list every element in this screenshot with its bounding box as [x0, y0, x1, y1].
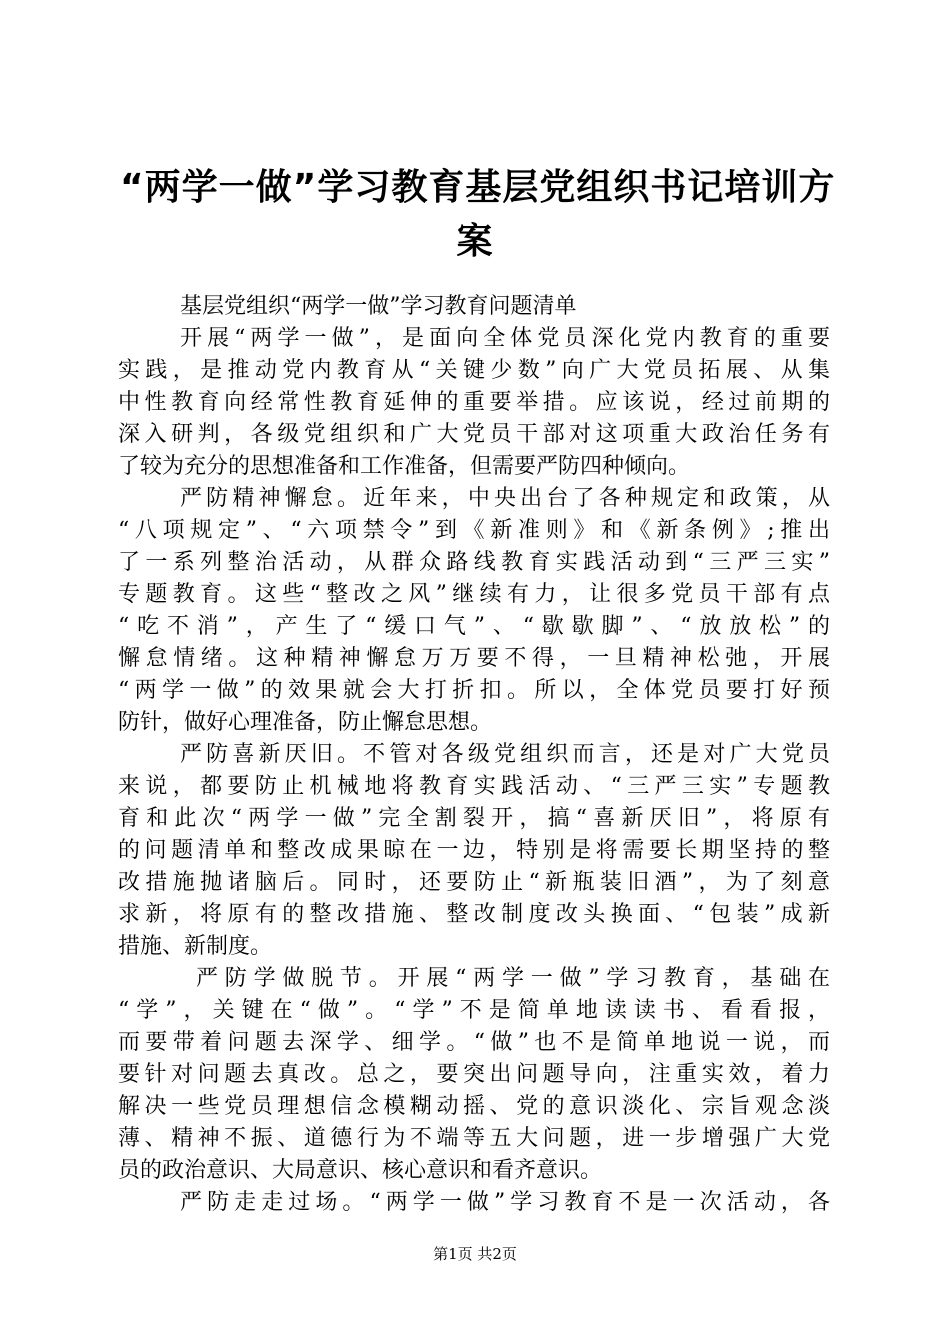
body-line: 开展“两学一做”，是面向全体党员深化党内教育的重要 — [180, 326, 830, 351]
body-line: 严防喜新厌旧。不管对各级党组织而言，还是对广大党员 — [180, 742, 830, 767]
body-line: “学”，关键在“做”。“学”不是简单地读读书、看看报， — [118, 998, 830, 1023]
body-line: “八项规定”、“六项禁令”到《新准则》和《新条例》;推出 — [118, 518, 830, 543]
body-line: 了较为充分的思想准备和工作准备，但需要严防四种倾向。 — [118, 454, 691, 479]
body-line: 懈怠情绪。这种精神懈怠万万要不得，一旦精神松弛，开展 — [118, 646, 830, 671]
body-line: 员的政治意识、大局意识、核心意识和看齐意识。 — [118, 1158, 603, 1183]
document-title-line-1: “两学一做”学习教育基层党组织书记培训方 — [120, 167, 836, 208]
body-line: “两学一做”的效果就会大打折扣。所以，全体党员要打好预 — [118, 678, 830, 703]
body-line: 实践，是推动党内教育从“关键少数”向广大党员拓展、从集 — [118, 358, 830, 383]
body-line: 严防精神懈怠。近年来，中央出台了各种规定和政策，从 — [180, 486, 830, 511]
body-line: 育和此次“两学一做”完全割裂开，搞“喜新厌旧”，将原有 — [118, 806, 830, 831]
body-line: 严防走走过场。“两学一做”学习教育不是一次活动，各 — [180, 1190, 830, 1215]
body-line: 专题教育。这些“整改之风”继续有力，让很多党员干部有点 — [118, 582, 830, 607]
body-line: 来说，都要防止机械地将教育实践活动、“三严三实”专题教 — [118, 774, 830, 799]
body-line: 中性教育向经常性教育延伸的重要举措。应该说，经过前期的 — [118, 390, 830, 415]
body-line: 的问题清单和整改成果晾在一边，特别是将需要长期坚持的整 — [118, 838, 830, 863]
body-line: 而要带着问题去深学、细学。“做”也不是简单地说一说，而 — [118, 1030, 830, 1055]
body-line: 深入研判，各级党组织和广大党员干部对这项重大政治任务有 — [118, 422, 830, 447]
document-title-line-2: 案 — [456, 221, 494, 262]
body-line: “吃不消”，产生了“缓口气”、“歇歇脚”、“放放松”的 — [118, 614, 830, 639]
body-line: 解决一些党员理想信念模糊动摇、党的意识淡化、宗旨观念淡 — [118, 1094, 830, 1119]
body-line: 薄、精神不振、道德行为不端等五大问题，进一步增强广大党 — [118, 1126, 830, 1151]
document-body — [118, 291, 830, 1219]
body-line: 改措施抛诸脑后。同时，还要防止“新瓶装旧酒”，为了刻意 — [118, 870, 830, 895]
body-line: 防针，做好心理准备，防止懈怠思想。 — [118, 710, 493, 735]
body-line: 了一系列整治活动，从群众路线教育实践活动到“三严三实” — [118, 550, 830, 575]
page-footer: 第1页 共2页 — [433, 1245, 517, 1263]
body-line: 要针对问题去真改。总之，要突出问题导向，注重实效，着力 — [118, 1062, 830, 1087]
body-line: 严防学做脱节。开展“两学一做”学习教育，基础在 — [196, 966, 830, 991]
body-line: 求新，将原有的整改措施、整改制度改头换面、“包装”成新 — [118, 902, 830, 927]
body-line: 措施、新制度。 — [118, 934, 273, 959]
body-line: 基层党组织“两学一做”学习教育问题清单 — [180, 294, 577, 319]
